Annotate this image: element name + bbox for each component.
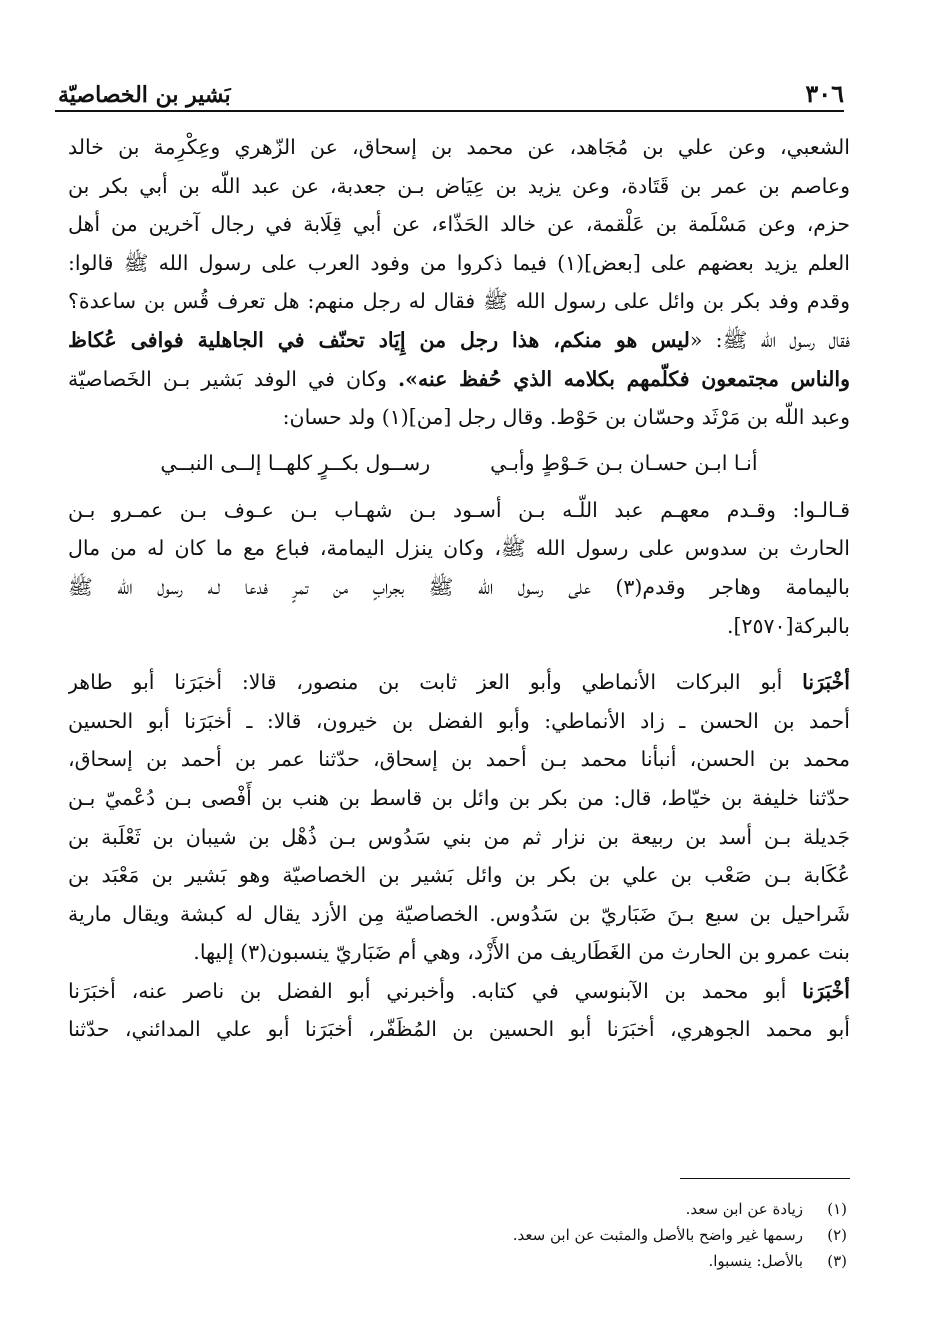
footnotes xyxy=(68,1196,847,1274)
prophet-saying-line-2 xyxy=(68,360,850,399)
footnote-text: رسمها غير واضح بالأصل والمثبت عن ابن سعد. xyxy=(512,1226,803,1244)
text-fragment: فقال رسول الله ﷺ: « xyxy=(689,327,850,352)
footnote-number: (٢) xyxy=(827,1226,847,1244)
text-line: أبو محمد الجوهري، أخبَرَنا أبو الحسين بن المُظَفّر، أخبَرَنا أبو علي المدائني، حدّثنا xyxy=(68,1017,850,1042)
paragraph-start-line xyxy=(68,663,850,702)
running-title: بَشير بن الخصاصيّة xyxy=(58,82,231,108)
verse-first-hemistich: أنـا ابـن حسـان بـن حَـوْطٍ وأبـي xyxy=(490,450,758,475)
paragraph-gap xyxy=(68,645,850,663)
footnote-text: زيادة عن ابن سعد. xyxy=(685,1200,803,1218)
paragraph-start-line xyxy=(68,972,850,1011)
page-number: ٣٠٦ xyxy=(805,79,844,108)
text-line: جَديلة بـن أسد بن ربيعة بن نزار ثم من بني سَدُوس بـن ذُهْل بن شيبان بن ثَعْلَبة بن xyxy=(68,824,850,849)
text-line: شَراحيل بن سبع بـنَ ضَبَاريّ بن سَدُوس. الخصاصيّة مِن الأزد يقال له كبشة ويقال مارية xyxy=(68,901,850,926)
main-text xyxy=(68,128,850,1049)
prophet-saying-line xyxy=(68,321,850,360)
text-line: بنت عمرو بن الحارث من الغَطَاريف من الأَزْد، وهي أم ضَبَاريّ ينسبون(٣) إليها. xyxy=(193,940,850,965)
text-line: باليمامة وهاجر وقدم(٣) على رسول الله ﷺ بجرابٍ من تمرٍ فدعا لـه رسول الله ﷺ xyxy=(68,574,850,599)
text-fragment: أبو محمد بن الآبنوسي في كتابه. وأخبرني أبو الفضل بن ناصر عنه، أخبَرَنا xyxy=(68,978,803,1003)
text-line: أحمد بن الحسن ـ زاد الأنماطي: وأبو الفضل بن خيرون، قالا: ـ أخبَرَنا أبو الحسين xyxy=(68,708,850,733)
akhbarana-keyword: أخْبَرَنا xyxy=(802,670,850,695)
page-header xyxy=(58,68,844,108)
text-line: قـالـوا: وقـدم معهـم عبد اللّـه بـن أسـود بـن شهـاب بـن عـوف بـن عمـرو بـن xyxy=(68,497,850,522)
poetry-verse xyxy=(68,441,850,485)
text-line: عُكَابة بـن صَعْب بن علي بن بكر بن وائل بَشير بن الخصاصيّة وهو بَشير بن مَعْبَد بن xyxy=(68,863,850,888)
footnote-item xyxy=(68,1196,847,1222)
footnote-number: (٣) xyxy=(827,1252,847,1270)
text-line: الحارث بن سدوس على رسول الله ﷺ، وكان ينزل اليمامة، فباع مع ما كان له من مال xyxy=(68,536,850,561)
footnote-text: بالأصل: ينسبوا. xyxy=(708,1252,803,1270)
text-line: وعاصم بن عمر بن قَتَادة، وعن يزيد بن عِيَاض بـن جعدبة، عن عبد اللّه بن أبي بكر بن xyxy=(68,173,850,198)
bold-quote-end: والناس مجتمعون فكلّمهم بكلامه الذي حُفظ عنه». xyxy=(398,366,850,391)
text-line: العلم يزيد بعضهم على [بعض](١) فيما ذكروا من وفود العرب على رسول الله ﷺ قالوا: xyxy=(68,250,850,275)
text-line: وعبد اللّه بن مَرْثَد وحسّان بن حَوْط. وقال رجل [من](١) ولد حسان: xyxy=(282,405,850,430)
bold-quote: ليس هو منكم، هذا رجل من إِيَاد تحنّف في الجاهلية فوافى عُكاظ xyxy=(68,327,690,352)
header-divider xyxy=(55,110,844,112)
text-line: وقدم وفد بكر بن وائل على رسول الله ﷺ فقال له رجل منهم: هل تعرف قُس بن ساعدة؟ xyxy=(68,289,850,314)
footnote-item xyxy=(68,1222,847,1248)
text-line: الشعبي، وعن علي بن مُجَاهد، عن محمد بن إسحاق، عن الزّهري وعِكْرِمة بن خالد xyxy=(68,135,850,159)
akhbarana-keyword: أخْبَرَنا xyxy=(802,978,850,1003)
text-line: بالبركة[٢٥٧٠]. xyxy=(726,613,850,638)
footnote-divider xyxy=(680,1178,850,1179)
footnote-number: (١) xyxy=(827,1200,847,1218)
text-line: حزم، وعن مَسْلَمة بن عَلْقمة، عن خالد الحَذّاء، عن أبي قِلَابة في رجال آخرين من أهل xyxy=(68,212,850,237)
text-fragment: وكان في الوفد بَشير بـن الخَصاصيّة xyxy=(68,366,399,391)
text-line: حدّثنا خليفة بن خيّاط، قال: من بكر بن وائل بن قاسط بن هنب بن أَفْصى بـن دُعْميّ بـن xyxy=(68,785,850,810)
text-line: محمد بن الحسن، أنبأنا محمد بـن أحمد بن إسحاق، حدّثنا عمر بن أحمد بن إسحاق، xyxy=(68,747,850,772)
verse-second-hemistich: رســول بكــرٍ كلهــا إلــى النبــي xyxy=(160,450,431,475)
footnote-item xyxy=(68,1248,847,1274)
text-fragment: أبو البركات الأنماطي وأبو العز ثابت بن منصور، قالا: أخبَرَنا أبو طاهر xyxy=(68,670,803,695)
